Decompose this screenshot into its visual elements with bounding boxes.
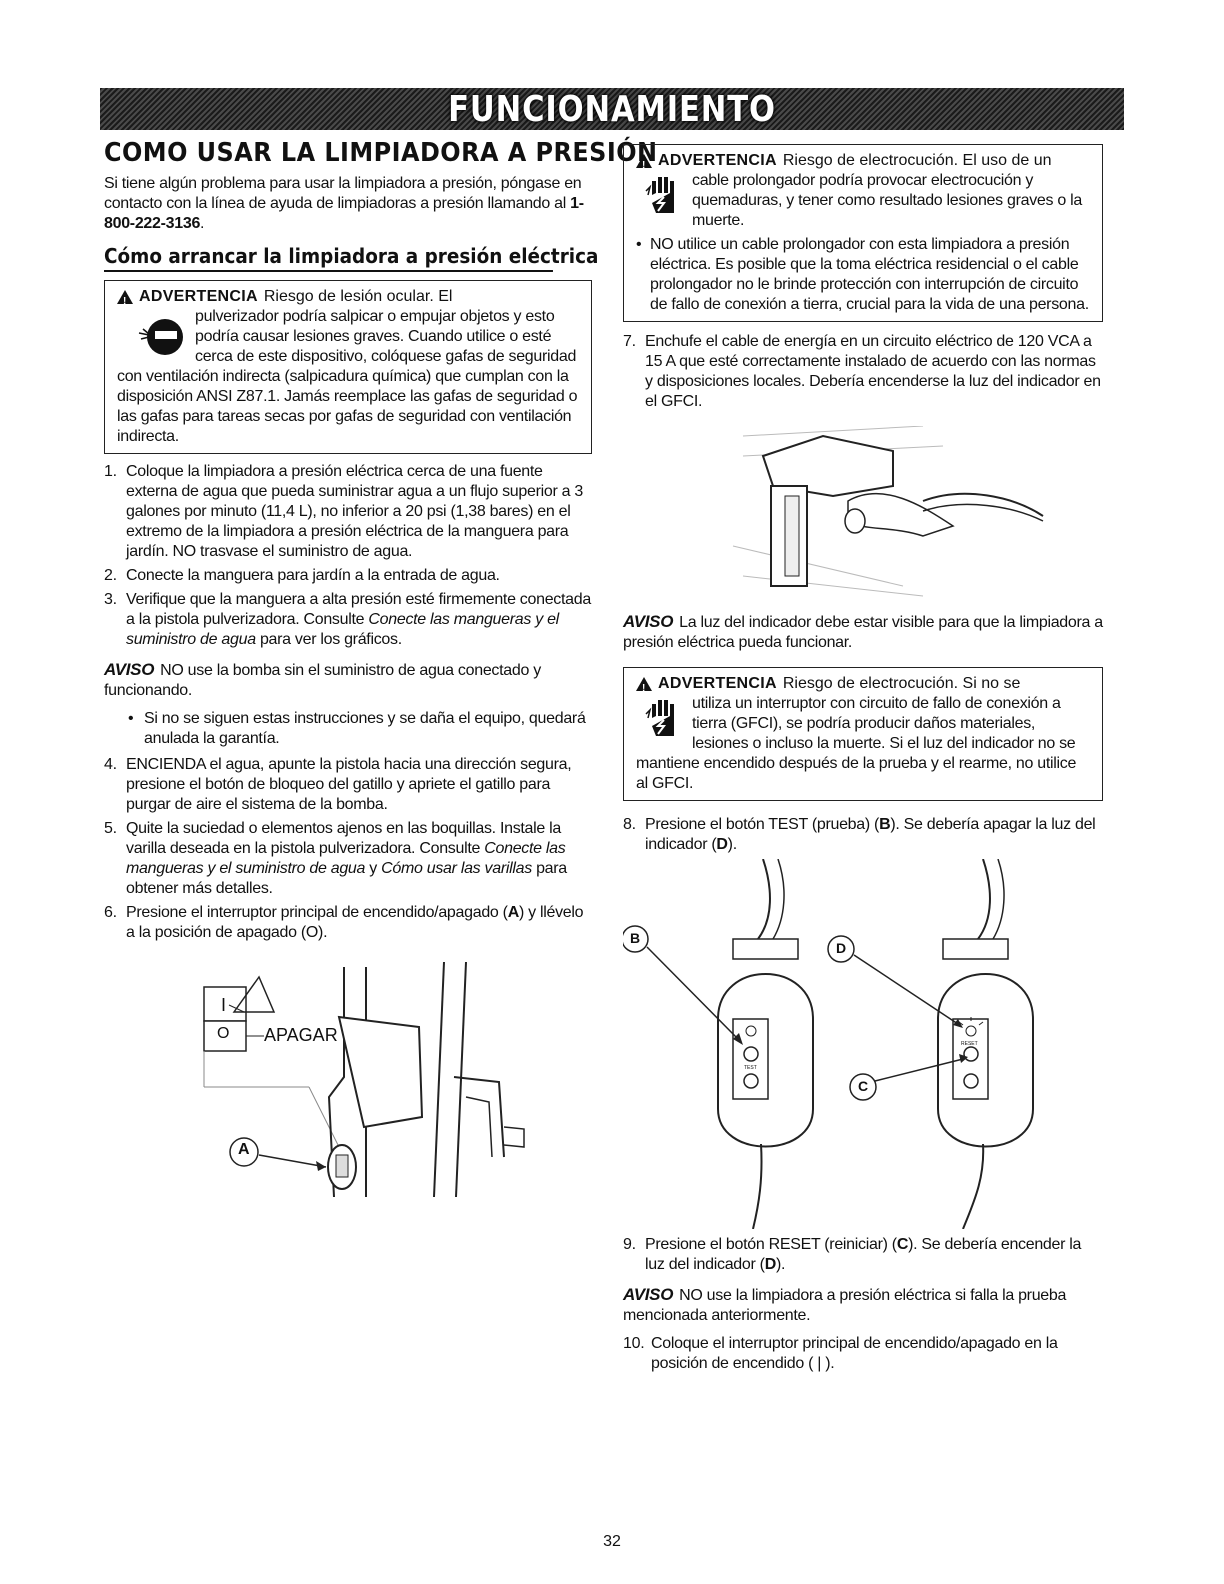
- step-text: Verifique que la manguera a alta presión esté firmemente conectada a la pistola pulverizadora. Consulte: [126, 591, 591, 628]
- warning-body-text: pulverizador podría salpicar o empujar objetos y esto podría causar lesiones graves. Cuando utilice o esté cerca de este dispositivo, colóquese gafas de seguridad con ventilación indirecta (salpicadura química) que cumplan con la disposición ANSI Z87.1. Jamás reemplace las gafas de seguridad o las gafas para tareas secas por gafas de seguridad con ventilación indirecta.: [117, 308, 578, 445]
- step-number: 4.: [104, 756, 117, 773]
- intro-text: Si tiene algún problema para usar la limpiadora a presión, póngase en contacto con la línea de ayuda de limpiadoras a presión llamando al: [104, 175, 582, 212]
- step-text-suffix: y llévelo a la posición de apagado (O).: [126, 904, 584, 941]
- step-text-mid: y: [365, 860, 382, 877]
- warning-triangle-icon: [117, 290, 133, 304]
- warning-body-text: utiliza un interruptor con circuito de fallo de conexión a tierra (GFCI), se podría producir daños materiales, lesiones o incluso la muerte. Si el luz del indicador no se mantiene encendido después de la prueba y el rearme, no utilice al GFCI.: [636, 695, 1077, 792]
- step-number: 7.: [623, 333, 636, 350]
- aviso-bullet: • Si no se siguen estas instrucciones y se daña el equipo, quedará anulada la garantía.: [104, 709, 592, 749]
- gfci-illustration: [623, 859, 1103, 1229]
- aviso-text: NO use la limpiadora a presión eléctrica si falla la prueba mencionada anteriormente.: [623, 1287, 1067, 1324]
- step-text: Presione el botón TEST (prueba) (: [645, 816, 880, 833]
- steps-list-3: [623, 332, 1103, 412]
- aviso-note-2: [623, 612, 1103, 653]
- step-item: [104, 755, 592, 815]
- aviso-note-1: [104, 660, 592, 701]
- step-item: [623, 1334, 1103, 1374]
- warning-head-text: Riesgo de electrocución. Si no se: [782, 675, 1021, 692]
- electric-shock-hand-icon: [644, 173, 684, 221]
- step-item: [104, 590, 592, 650]
- warning-box-extension-cord: [623, 144, 1103, 322]
- right-column: [623, 138, 1103, 1378]
- test-button-label: TEST: [744, 1065, 757, 1071]
- step-number: 2.: [104, 567, 117, 584]
- step-text: Conecte la manguera para jardín a la entrada de agua.: [126, 567, 500, 584]
- step-text-suffix: para obtener más detalles.: [126, 860, 567, 897]
- callout-ref: D: [716, 836, 728, 853]
- step-text: ). Se debería apagar la luz del indicador (: [645, 816, 1096, 853]
- reset-button-label: RESET: [961, 1041, 978, 1047]
- step-number: 6.: [104, 904, 117, 921]
- left-column: [104, 138, 658, 1207]
- aviso-text: NO use la bomba sin el suministro de agua conectado y funcionando.: [104, 662, 541, 699]
- outlet-figure: [623, 426, 1103, 606]
- warning-head-text: Riesgo de electrocución. El uso de un: [782, 152, 1052, 169]
- warning-head-text: Riesgo de lesión ocular. El: [263, 288, 453, 305]
- switch-on-symbol: I: [221, 995, 227, 1015]
- switch-off-symbol: O: [217, 1025, 230, 1042]
- step-number: 10.: [623, 1335, 645, 1352]
- warning-triangle-icon: [636, 154, 652, 168]
- step-number: 5.: [104, 820, 117, 837]
- step-number: 9.: [623, 1236, 636, 1253]
- step-reference: Conecte las mangueras y el suministro de agua: [126, 840, 566, 877]
- step-item: [104, 462, 592, 562]
- steps-list-4: [623, 815, 1103, 855]
- step-number: 3.: [104, 591, 117, 608]
- step-text: Presione el botón RESET (reiniciar) (: [645, 1236, 897, 1253]
- electric-shock-hand-icon: [644, 696, 684, 744]
- subheading: Cómo arrancar la limpiadora a presión eléctrica: [104, 244, 553, 272]
- callout-d: D: [836, 940, 847, 956]
- callout-b: B: [630, 930, 641, 946]
- steps-list-1: [104, 462, 592, 650]
- callout-a: A: [238, 1141, 250, 1158]
- steps-list-6: [623, 1334, 1103, 1374]
- helpline-phone: 1-800-222-3136: [104, 195, 584, 232]
- warning-triangle-icon: [636, 677, 652, 691]
- section-heading: COMO USAR LA LIMPIADORA A PRESIÓN: [104, 138, 658, 168]
- step-text: Quite la suciedad o elementos ajenos en las boquillas. Instale la varilla deseada en la pistola pulverizadora. Consulte: [126, 820, 562, 857]
- banner-title: FUNCIONAMIENTO: [448, 89, 776, 130]
- warning-label: ADVERTENCIA: [658, 152, 777, 169]
- step-item: [623, 332, 1103, 412]
- step-item: 6. Presione el interruptor principal de encendido/apagado (A) y llévelo a la posición de apagado (O).: [104, 904, 584, 941]
- step-number: 1.: [104, 463, 117, 480]
- apagar-label: APAGAR: [264, 1025, 338, 1045]
- step-text-suffix: ).: [775, 1256, 786, 1273]
- page-number: 32: [603, 1533, 621, 1550]
- step-item: [104, 819, 592, 899]
- step-number: 8.: [623, 816, 636, 833]
- warning-label: ADVERTENCIA: [139, 288, 258, 305]
- step-text: Coloque la limpiadora a presión eléctrica cerca de una fuente externa de agua que pueda suministrar agua a un flujo superior a 3 galones por minuto (11,4 L), no inferior a 20 psi (1,38 bares) en el extremo de la limpiadora a presión eléctrica de la manguera para jardín. NO trasvase el suministro de agua.: [126, 463, 583, 560]
- warning-bullet: • NO utilice un cable prolongador con esta limpiadora a presión eléctrica. Es posible que la toma eléctrica residencial o el cable prolongador no le brinde protección con interrupción de circuito de fallo de conexión a tierra, crucial para la vida de una persona.: [636, 235, 1092, 315]
- section-banner: [100, 88, 1124, 130]
- step-item: [104, 566, 592, 586]
- gfci-figure: [623, 859, 1103, 1229]
- intro-paragraph: [104, 174, 592, 234]
- steps-list-2: [104, 755, 592, 943]
- aviso-label: AVISO: [623, 1285, 674, 1304]
- switch-figure: [104, 957, 592, 1207]
- step-text-suffix: para ver los gráficos.: [255, 631, 402, 648]
- callout-ref: B: [879, 816, 891, 833]
- aviso-note-3: [623, 1285, 1103, 1326]
- callout-ref: D: [764, 1256, 776, 1273]
- outlet-plug-illustration: [623, 426, 1103, 606]
- warning-label: ADVERTENCIA: [658, 675, 777, 692]
- step-text: ). Se debería encender la luz del indicador (: [645, 1236, 1082, 1273]
- warning-box-gfci: [623, 667, 1103, 801]
- callout-ref: C: [896, 1236, 909, 1253]
- intro-suffix: .: [200, 215, 205, 232]
- step-reference: Conecte las mangueras y el suministro de agua: [126, 611, 559, 648]
- step-text: ENCIENDA el agua, apunte la pistola hacia una dirección segura, presione el botón de bloqueo del gatillo y apriete el gatillo para purgar de aire el sistema de la bomba.: [126, 756, 572, 813]
- step-text: Enchufe el cable de energía en un circuito eléctrico de 120 VCA a 15 A que esté correctamente instalado de acuerdo con las normas y disposiciones locales. Debería encenderse la luz del indicador en el GFCI.: [645, 333, 1101, 410]
- switch-illustration: [104, 957, 592, 1207]
- callout-ref: A: [507, 904, 519, 921]
- aviso-text: La luz del indicador debe estar visible para que la limpiadora a presión eléctrica pueda funcionar.: [623, 614, 1103, 651]
- step-text: Coloque el interruptor principal de encendido/apagado en la posición de encendido ( | ).: [651, 1335, 1058, 1372]
- warning-box-eye: [104, 280, 592, 454]
- step-reference: Cómo usar las varillas: [381, 860, 532, 877]
- callout-c: C: [858, 1078, 869, 1094]
- steps-list-5: [623, 1235, 1103, 1275]
- aviso-label: AVISO: [623, 612, 674, 631]
- step-item: [623, 815, 1103, 855]
- step-item: [623, 1235, 1103, 1275]
- step-text-suffix: ).: [727, 836, 737, 853]
- step-text: Presione el interruptor principal de encendido/apagado: [126, 904, 499, 921]
- eye-splash-icon: [135, 309, 187, 361]
- aviso-label: AVISO: [104, 660, 155, 679]
- warning-body-text: cable prolongador podría provocar electrocución y quemaduras, y tener como resultado lesiones graves o la muerte.: [692, 172, 1082, 229]
